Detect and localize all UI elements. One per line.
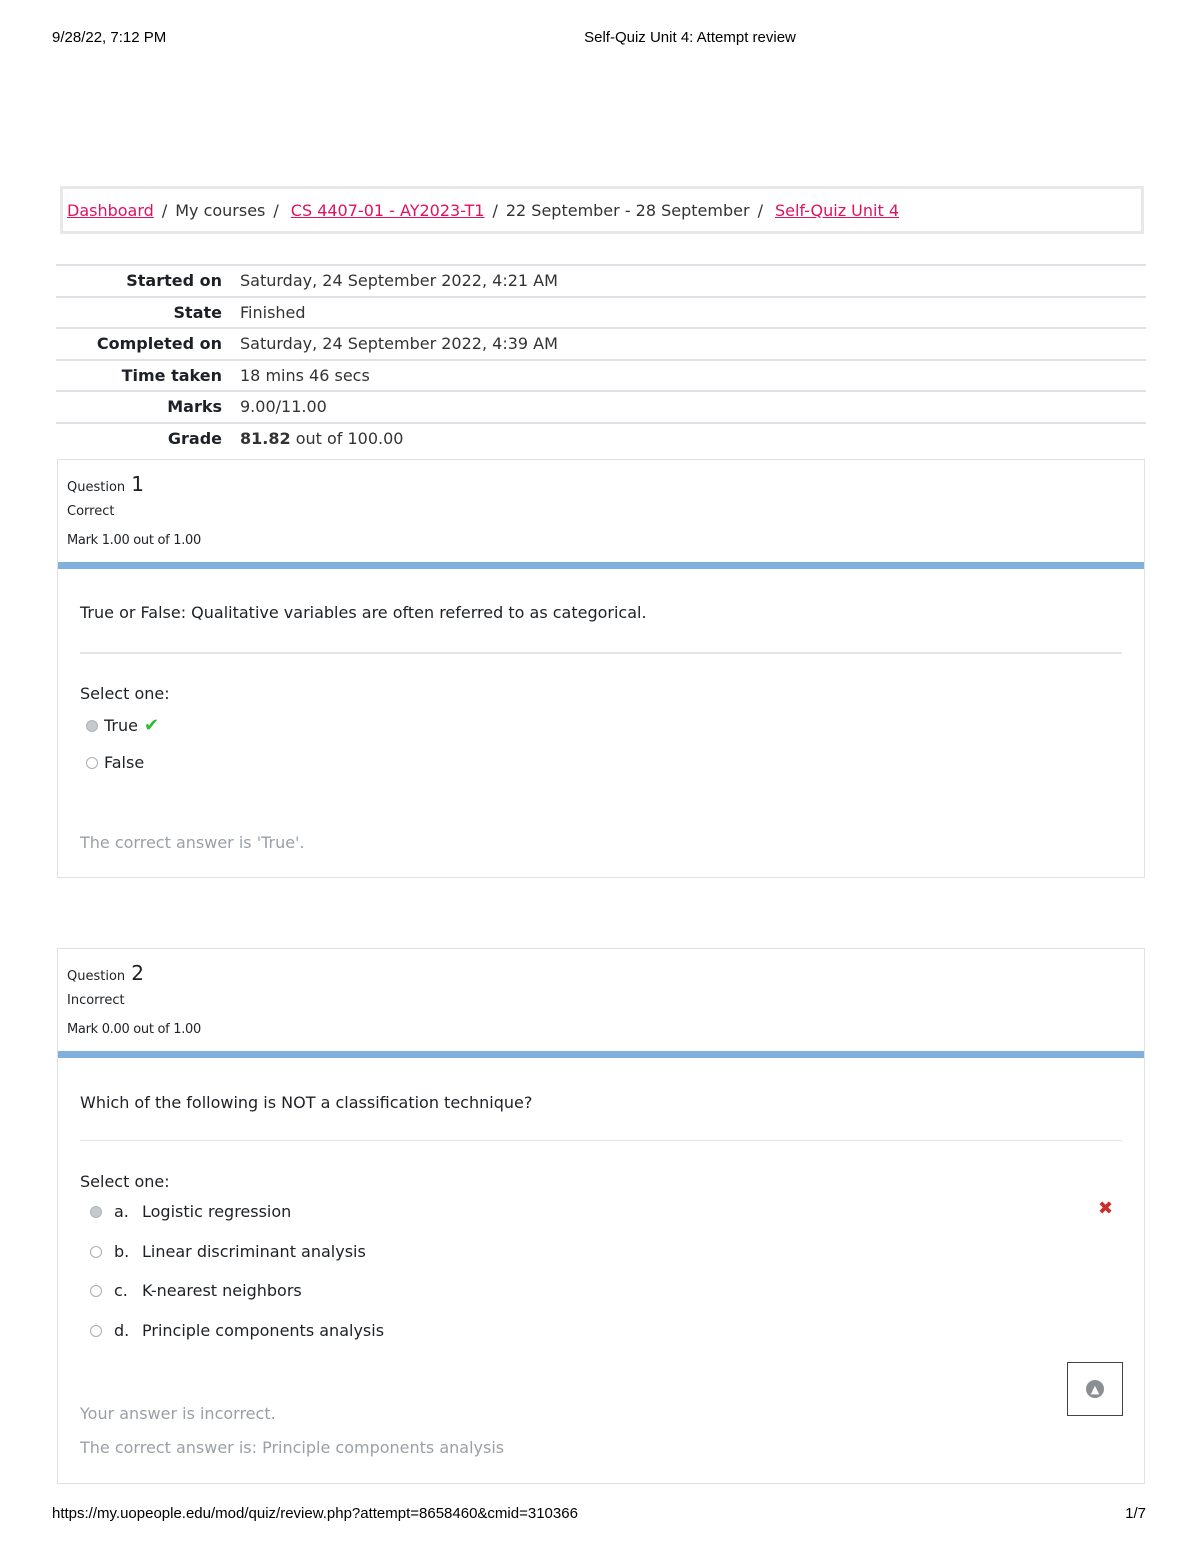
summary-label: Grade: [56, 423, 240, 454]
summary-row-state: [56, 297, 1146, 329]
summary-value: Saturday, 24 September 2022, 4:39 AM: [240, 328, 1146, 360]
divider: [80, 1140, 1122, 1141]
question-state: Incorrect: [67, 993, 125, 1008]
grade-value: 81.82: [240, 428, 291, 448]
summary-label: State: [56, 297, 240, 329]
question-feedback: The correct answer is 'True'.: [80, 833, 305, 852]
print-page-number: 1/7: [1125, 1505, 1146, 1522]
answer-label: Logistic regression: [142, 1202, 292, 1221]
radio-button[interactable]: [90, 1206, 102, 1218]
summary-row-started: [56, 265, 1146, 297]
question-header-bar: [58, 562, 1144, 569]
radio-button[interactable]: [90, 1246, 102, 1258]
cross-icon: ✖: [1098, 1198, 1114, 1219]
select-one-label: Select one:: [80, 684, 170, 703]
question-info: [58, 949, 1144, 1051]
answer-option-a[interactable]: [90, 1202, 291, 1221]
summary-value: 9.00/11.00: [240, 391, 1146, 423]
summary-value: [240, 423, 1146, 454]
question-prefix: Question: [67, 969, 126, 984]
print-title: Self-Quiz Unit 4: Attempt review: [584, 29, 796, 46]
answer-label: Principle components analysis: [142, 1321, 385, 1340]
summary-row-marks: [56, 391, 1146, 423]
back-to-top-button[interactable]: [1067, 1362, 1123, 1416]
summary-value: Finished: [240, 297, 1146, 329]
answer-option-c[interactable]: [90, 1281, 302, 1300]
breadcrumb-week: 22 September - 28 September: [505, 200, 750, 220]
summary-label: Completed on: [56, 328, 240, 360]
question-card: [57, 459, 1145, 878]
breadcrumb-my-courses: My courses: [175, 200, 266, 220]
attempt-summary-table: [56, 264, 1146, 453]
check-icon: ✔: [143, 715, 160, 736]
question-grade: Mark 1.00 out of 1.00: [67, 533, 201, 548]
chevron-up-icon: ▲: [1086, 1380, 1104, 1398]
question-state: Correct: [67, 504, 115, 519]
question-number-value: 1: [131, 472, 145, 496]
select-one-label: Select one:: [80, 1172, 170, 1191]
answer-label: True: [104, 716, 138, 735]
breadcrumb-separator: /: [492, 200, 498, 220]
question-number-value: 2: [131, 961, 145, 985]
breadcrumb-course-link[interactable]: CS 4407-01 - AY2023-T1: [290, 200, 485, 220]
summary-label: Marks: [56, 391, 240, 423]
summary-row-grade: [56, 423, 1146, 454]
summary-value: Saturday, 24 September 2022, 4:21 AM: [240, 265, 1146, 297]
summary-row-completed: [56, 328, 1146, 360]
print-datetime: 9/28/22, 7:12 PM: [52, 29, 167, 46]
radio-button[interactable]: [90, 1285, 102, 1297]
radio-button[interactable]: [86, 720, 98, 732]
summary-row-time-taken: [56, 360, 1146, 392]
breadcrumb-separator: /: [273, 200, 279, 220]
summary-label: Started on: [56, 265, 240, 297]
breadcrumb: [60, 186, 1144, 234]
radio-button[interactable]: [86, 757, 98, 769]
answer-letter: b.: [114, 1242, 130, 1261]
question-number: [67, 472, 144, 496]
question-info: [58, 460, 1144, 562]
breadcrumb-quiz-link[interactable]: Self-Quiz Unit 4: [774, 200, 900, 220]
question-header-bar: [58, 1051, 1144, 1058]
print-url: https://my.uopeople.edu/mod/quiz/review.php?attempt=8658460&cmid=310366: [52, 1505, 578, 1522]
question-card: [57, 948, 1145, 1484]
question-feedback-correct-answer: The correct answer is: Principle components analysis: [80, 1438, 505, 1457]
question-text: True or False: Qualitative variables are often referred to as categorical.: [80, 603, 647, 622]
answer-letter: c.: [114, 1281, 128, 1300]
answer-letter: a.: [114, 1202, 129, 1221]
answer-option-true[interactable]: [86, 715, 159, 736]
answer-option-d[interactable]: [90, 1321, 384, 1340]
breadcrumb-dashboard-link[interactable]: Dashboard: [67, 200, 154, 220]
question-grade: Mark 0.00 out of 1.00: [67, 1022, 201, 1037]
radio-button[interactable]: [90, 1325, 102, 1337]
answer-letter: d.: [114, 1321, 130, 1340]
answer-label: K-nearest neighbors: [142, 1281, 302, 1300]
question-feedback-incorrect: Your answer is incorrect.: [80, 1404, 276, 1423]
question-prefix: Question: [67, 480, 126, 495]
answer-option-false[interactable]: [86, 753, 144, 772]
question-number: [67, 961, 144, 985]
breadcrumb-separator: /: [161, 200, 168, 220]
answer-label: Linear discriminant analysis: [142, 1242, 366, 1261]
breadcrumb-separator: /: [757, 200, 763, 220]
divider: [80, 652, 1122, 654]
summary-value: 18 mins 46 secs: [240, 360, 1146, 392]
question-text: Which of the following is NOT a classification technique?: [80, 1093, 533, 1112]
grade-suffix: out of 100.00: [295, 428, 404, 448]
answer-label: False: [104, 753, 145, 772]
answer-option-b[interactable]: [90, 1242, 366, 1261]
summary-label: Time taken: [56, 360, 240, 392]
